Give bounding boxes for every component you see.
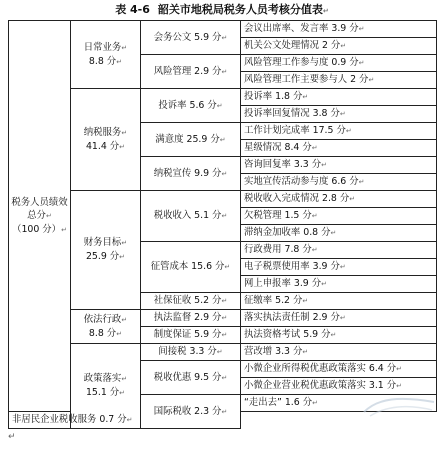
- category-cell: 依法行政↵ 8.8 分↵: [71, 310, 141, 344]
- sub-cell: 税收优惠 9.5 分↵: [141, 361, 241, 395]
- category-score: 25.9 分: [85, 251, 120, 262]
- sub-cell: 国际税收 2.3 分↵: [141, 395, 241, 429]
- sub-cell: 满意度 25.9 分↵: [141, 123, 241, 157]
- item-cell: 星级情况 8.4 分↵: [241, 140, 437, 157]
- sub-cell: 间接税 3.3 分↵: [141, 344, 241, 361]
- item-cell: 实地宣传活动参与度 6.6 分↵: [241, 174, 437, 191]
- item-cell: 投诉率回复情况 3.8 分↵: [241, 106, 437, 123]
- item-cell: 风险管理工作参与度 0.9 分↵: [241, 55, 437, 72]
- sub-cell: 会务公文 5.9 分↵: [141, 21, 241, 55]
- sub-cell: 风险管理 2.9 分↵: [141, 55, 241, 89]
- table-row: [9, 89, 437, 106]
- root-label: 税务人员绩效总分: [11, 196, 68, 221]
- category-cell: 日常业务↵ 8.8 分↵: [71, 21, 141, 89]
- paragraph-mark: ↵: [8, 432, 16, 442]
- category-name: 纳税服务: [83, 126, 122, 138]
- item-cell: 执法资格考试 5.9 分↵: [241, 327, 437, 344]
- category-score: 8.8 分: [88, 55, 117, 67]
- item-cell: 小微企业所得税优惠政策落实 6.4 分↵: [241, 361, 437, 378]
- item-cell: 小微企业营业税优惠政策落实 3.1 分↵: [241, 378, 437, 395]
- table-row: [9, 21, 437, 38]
- item-cell: 征缴率 5.2 分↵: [241, 293, 437, 310]
- item-cell: 咨询回复率 3.3 分↵: [241, 157, 437, 174]
- item-cell: 非居民企业税收服务 0.7 分↵: [9, 412, 71, 429]
- table-row: [9, 310, 437, 327]
- item-cell: 风险管理工作主要参与人 2 分↵: [241, 72, 437, 89]
- page-title: [0, 3, 444, 17]
- sub-cell: 投诉率 5.6 分↵: [141, 89, 241, 123]
- table-row: [9, 191, 437, 208]
- score-table: [8, 20, 437, 429]
- item-cell: 工作计划完成率 17.5 分↵: [241, 123, 437, 140]
- item-cell: 营改增 3.3 分↵: [241, 344, 437, 361]
- sub-cell: 制度保证 5.9 分↵: [141, 327, 241, 344]
- item-cell: 欠税管理 1.5 分↵: [241, 208, 437, 225]
- sub-cell: 税收收入 5.1 分↵: [141, 191, 241, 242]
- root-cell: 税务人员绩效总分↵ （100 分）↵: [9, 21, 71, 412]
- item-cell: 机关公文处理情况 2 分↵: [241, 38, 437, 55]
- table-title: 韶关市地税局税务人员考核分值表: [157, 3, 323, 16]
- item-cell: 行政费用 7.8 分↵: [241, 242, 437, 259]
- category-cell: 纳税服务↵ 41.4 分↵: [71, 89, 141, 191]
- item-cell: 落实执法责任制 2.9 分↵: [241, 310, 437, 327]
- table-number: 表 4-6: [115, 3, 150, 16]
- item-cell: 投诉率 1.8 分↵: [241, 89, 437, 106]
- table-row: [9, 344, 437, 361]
- root-score: （100 分）: [12, 223, 62, 235]
- category-score: 41.4 分: [85, 140, 120, 152]
- sub-cell: 社保征收 5.2 分↵: [141, 293, 241, 310]
- category-name: 依法行政: [83, 313, 122, 325]
- category-score: 8.8 分: [88, 327, 117, 339]
- item-cell: “走出去” 1.6 分↵: [241, 395, 437, 412]
- return-mark: ↵: [322, 7, 329, 15]
- item-cell: 电子税票使用率 3.9 分↵: [241, 259, 437, 276]
- category-name: 日常业务: [83, 41, 122, 53]
- item-cell: 会议出席率、发言率 3.9 分↵: [241, 21, 437, 38]
- item-cell: 税收收入完成情况 2.8 分↵: [241, 191, 437, 208]
- category-cell: 政策落实↵ 15.1 分↵: [71, 344, 141, 429]
- item-cell: 网上申报率 3.9 分↵: [241, 276, 437, 293]
- category-score: 15.1 分: [85, 387, 120, 398]
- sub-cell: 征管成本 15.6 分↵: [141, 242, 241, 293]
- category-cell: 财务目标↵ 25.9 分↵: [71, 191, 141, 310]
- item-cell: 滞纳金加收率 0.8 分↵: [241, 225, 437, 242]
- category-name: 政策落实: [83, 373, 122, 384]
- sub-cell: 执法监督 2.9 分↵: [141, 310, 241, 327]
- category-name: 财务目标: [83, 237, 122, 248]
- sub-cell: 纳税宣传 9.9 分↵: [141, 157, 241, 191]
